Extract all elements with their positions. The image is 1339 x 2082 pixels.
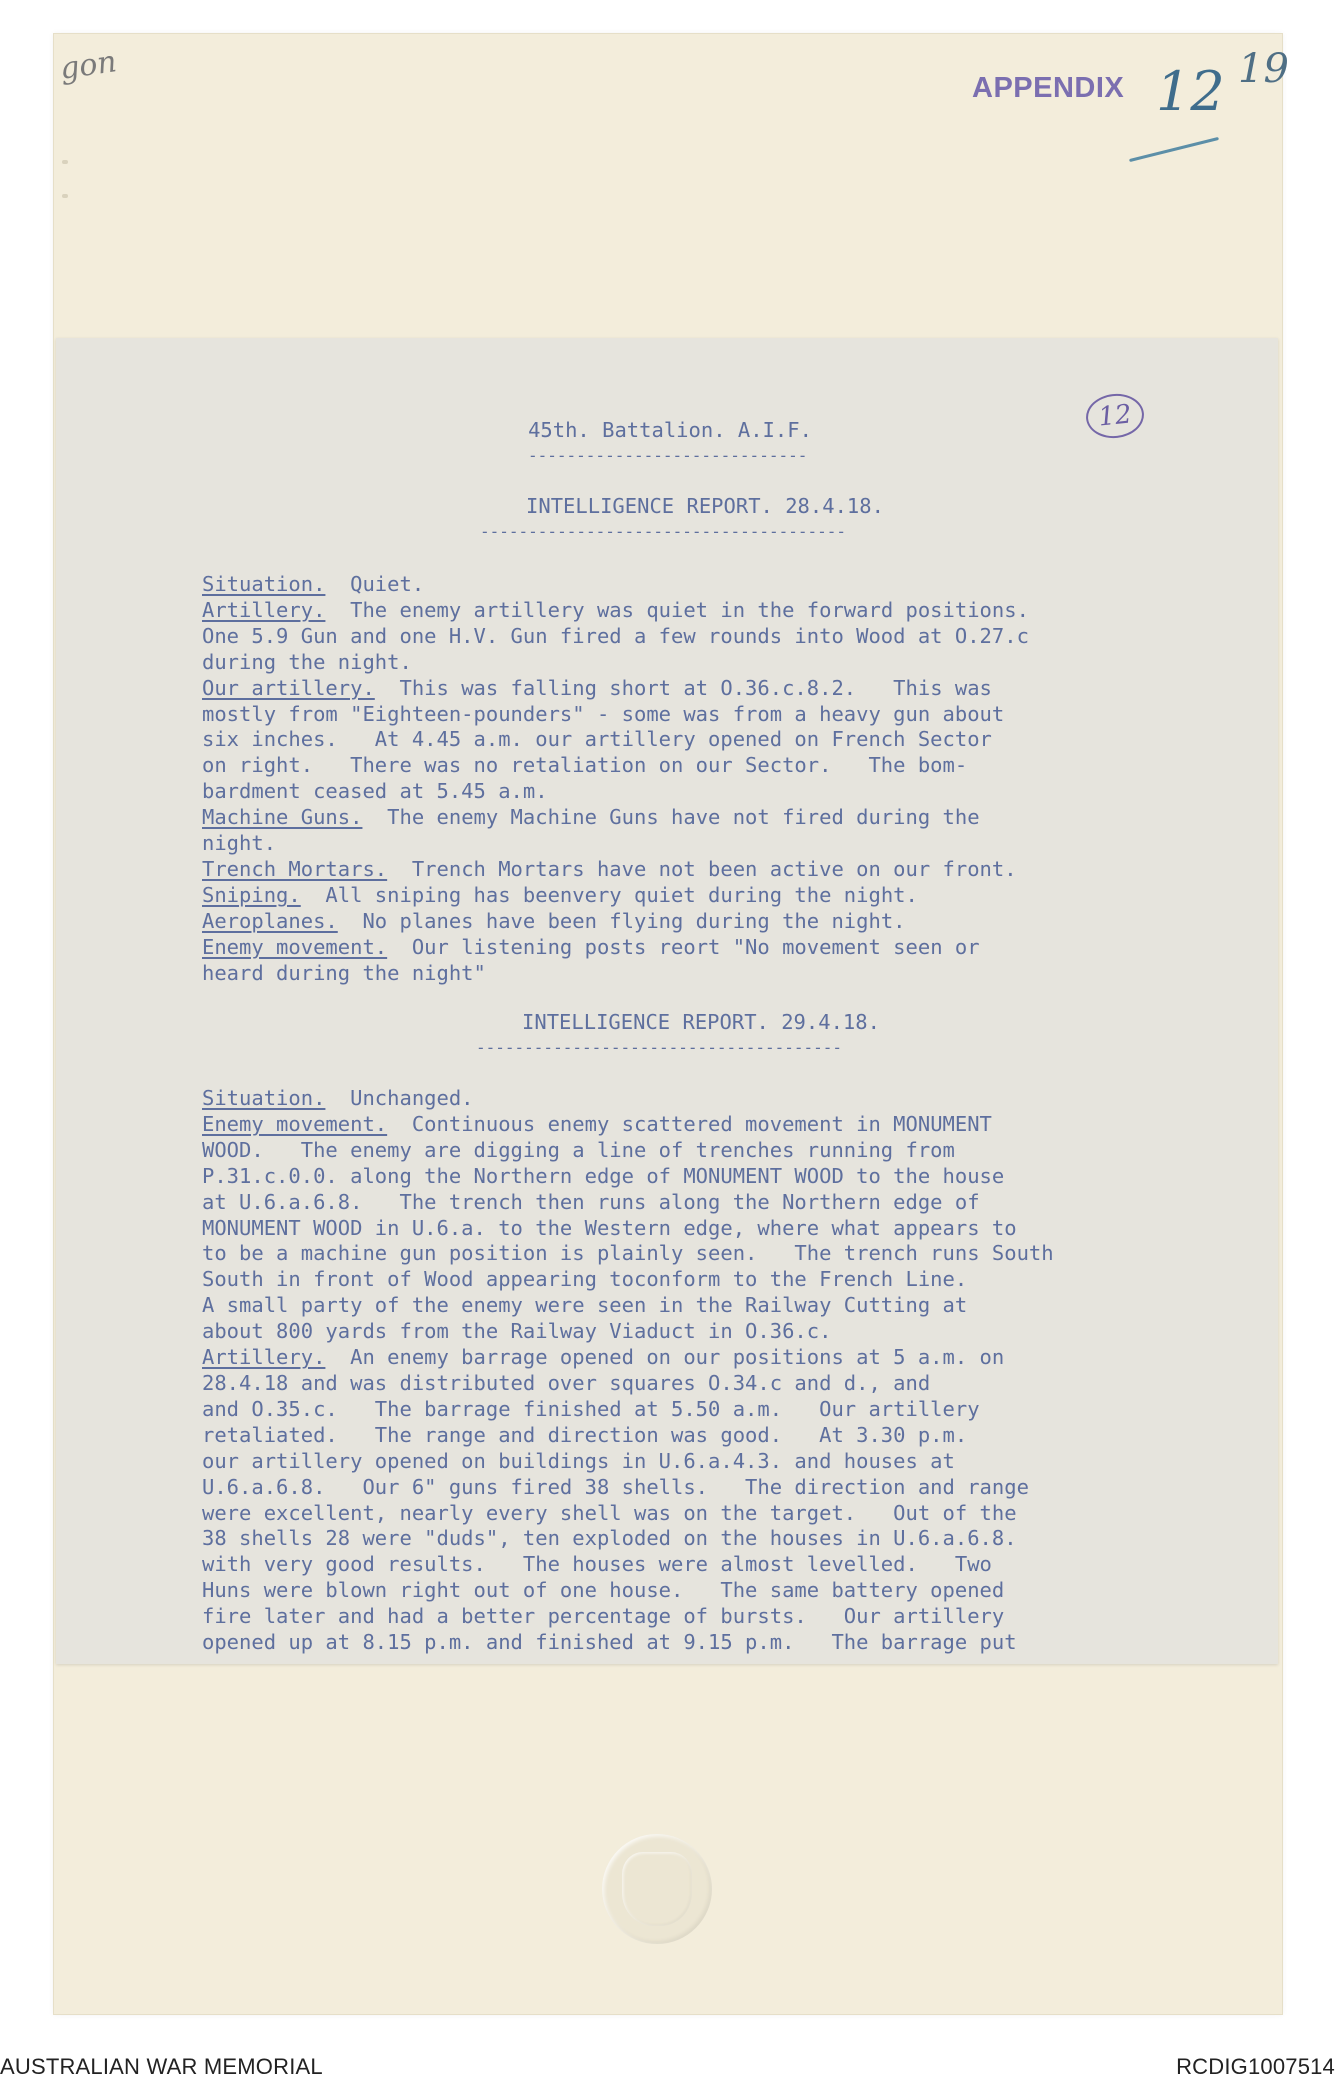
our-artillery-label: Our artillery. [202,675,375,700]
archive-reference: RCDIG1007514 [1176,2054,1335,2079]
report-1-title: INTELLIGENCE REPORT. 28.4.18. [526,494,884,518]
machine-guns-text: The enemy Machine Guns have not fired during the [362,805,980,830]
margin-note: gon [57,44,119,87]
enemy-movement-continued-2: WOOD. The enemy are digging a line of trenches running from P.31.c.0.0. along the Northern edge of MONUMENT WOOD to the house at U.6.a.6.8. The trench then runs along the Northern edge of MONUMENT WOOD in U.6.a. to the Western edge, where what appears to to be a machine gun position is plainly seen. The trench runs South South in front of Wood appearing toconform to the French Line. A small party of the enemy were seen in the Railway Cutting at about 800 yards from the Railway Viaduct in O.36.c. [202,1137,1054,1344]
trench-mortars-label: Trench Mortars. [202,856,388,881]
artillery-text: The enemy artillery was quiet in the forward positions. [325,597,1029,622]
our-artillery-continued: mostly from "Eighteen-pounders" - some was from a heavy gun about six inches. At 4.45 a.m. our artillery opened on French Sector on right. There was no retaliation on our Sector. The bom- bardment ceased at 5.45 a.m. [202,701,1005,804]
report-2-body [202,1086,1262,1656]
artillery-label-2: Artillery. [202,1345,326,1370]
report-1-title-rule: -------------------------------------- [480,522,847,541]
enemy-movement-label: Enemy movement. [202,934,388,959]
binding-hole [62,160,68,164]
machine-guns-continued: night. [202,831,277,856]
enemy-movement-label-2: Enemy movement. [202,1111,388,1136]
archive-credit: AUSTRALIAN WAR MEMORIAL [0,2054,323,2079]
battalion-title-rule: ----------------------------- [528,446,808,465]
trench-mortars-text: Trench Mortars have not been active on our front. [387,856,1017,881]
situation-label-2: Situation. [202,1086,326,1110]
situation-text: Quiet. [325,572,425,596]
sniping-text: All sniping has beenvery quiet during the night. [300,882,918,907]
embossed-seal [602,1834,712,1944]
circled-folio-number: 12 [1084,391,1146,441]
artillery-continued-2: 28.4.18 and was distributed over squares O.34.c and d., and and O.35.c. The barrage finished at 5.50 a.m. Our artillery retaliated. The range and direction was good. At 3.30 p.m. our artillery opened on buildings in U.6.a.4.3. and houses at U.6.a.6.8. Our 6" guns fired 38 shells. The direction and range were excellent, nearly every shell was on the target. Out of the 38 shells 28 were "duds", ten exploded on the houses in U.6.a.6.8. with very good results. The houses were almost levelled. Two Huns were blown right out of one house. The same battery opened fire later and had a better percentage of bursts. Our artillery opened up at 8.15 p.m. and finished at 9.15 p.m. The barrage put [202,1370,1029,1655]
situation-text-2: Unchanged. [325,1086,474,1110]
page-number: 19 [1238,46,1289,92]
aeroplanes-label: Aeroplanes. [202,908,338,933]
enemy-movement-text: Our listening posts reort "No movement seen or [387,934,980,959]
aeroplanes-text: No planes have been flying during the night. [337,908,906,933]
report-2-title-rule: -------------------------------------- [476,1038,843,1057]
battalion-title: 45th. Battalion. A.I.F. [528,418,812,442]
appendix-number: 12 [1156,60,1225,123]
sniping-label: Sniping. [202,882,301,907]
binding-hole [62,194,68,198]
our-artillery-text: This was falling short at O.36.c.8.2. This was [374,675,992,700]
machine-guns-label: Machine Guns. [202,805,363,830]
artillery-label: Artillery. [202,597,326,622]
artillery-text-2: An enemy barrage opened on our positions at 5 a.m. on [325,1345,1005,1370]
appendix-stamp: APPENDIX [972,72,1125,104]
enemy-movement-text-2: Continuous enemy scattered movement in MONUMENT [387,1111,992,1136]
embossed-crest [622,1852,692,1926]
enemy-movement-continued: heard during the night" [202,960,486,985]
artillery-continued: One 5.9 Gun and one H.V. Gun fired a few rounds into Wood at O.27.c during the night. [202,623,1029,674]
situation-label: Situation. [202,572,326,596]
report-1-body [202,572,1262,987]
report-2-title: INTELLIGENCE REPORT. 29.4.18. [522,1010,880,1034]
